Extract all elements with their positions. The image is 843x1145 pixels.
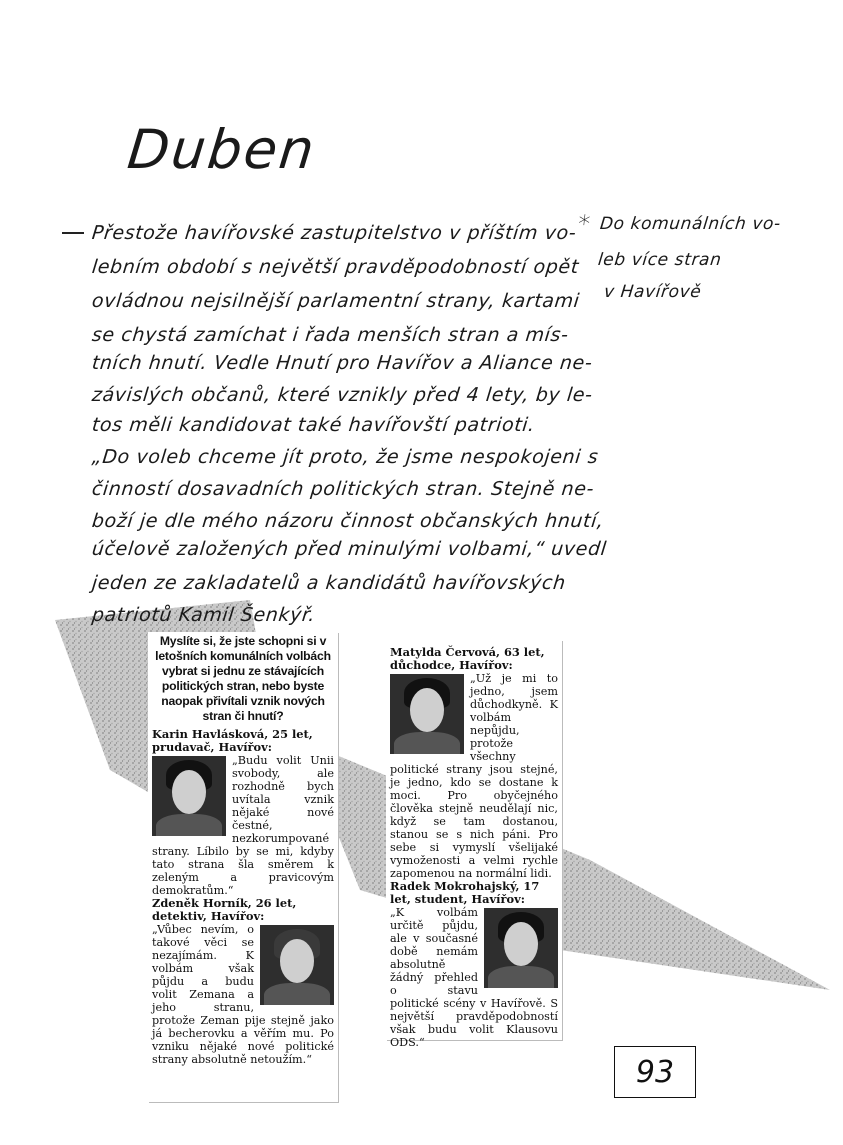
newspaper-clipping-right (386, 640, 562, 1049)
month-heading: Duben (124, 118, 319, 181)
survey-question: Myslíte si, že jste schopni si v letošních komunálních volbách vybrat si jednu ze stávajících politických stran, nebo byste naopak přivítali vznik nových stran či hnutí? (155, 634, 331, 723)
handwritten-line: účelově založených před minulými volbami,“ uvedl (90, 538, 608, 560)
respondent-name: Karin Havlásková, 25 let, prudavač, Havířov: (152, 727, 313, 754)
handwritten-line: lebním období s největší pravděpodobností opět (90, 256, 581, 278)
respondent-photo (260, 925, 334, 1005)
handwritten-line: Přestože havířovské zastupitelstvo v příštím vo- (90, 222, 578, 244)
handwritten-line: závislých občanů, které vznikly před 4 lety, by le- (90, 384, 594, 406)
respondent-answer: „Vůbec nevím, o takové věci se nezajímám. K volbám však půjdu a budu volit Zemana a jeho stranu, protože Zeman pije stejně jako já becherovku a věřím mu. Po vzniku nějaké nové politické strany absolutně netoužím.“ (152, 923, 334, 1066)
asterisk-icon: * (576, 210, 593, 238)
side-note-line: leb více stran (596, 250, 723, 270)
bullet-dash (62, 232, 84, 234)
handwritten-line: ovládnou nejsilnější parlamentní strany, kartami (90, 290, 581, 312)
handwritten-line: jeden ze zakladatelů a kandidátů havířovských (90, 572, 567, 594)
respondent-name: Zdeněk Horník, 26 let, detektiv, Havířov: (152, 896, 297, 923)
gray-triangle-lower (300, 740, 830, 990)
page-number: 93 (614, 1046, 696, 1098)
respondent-answer: „Budu volit Unii svobody, ale rozhodně bych uvítala vznik nějaké nové čestné, nezkorumpované strany. Líbilo by se mi, kdyby tato strana šla směrem k zeleným a pravicovým demokratům.“ (152, 754, 334, 897)
handwritten-line: se chystá zamíchat i řada menších stran a mís- (90, 324, 570, 346)
handwritten-line: činností dosavadních politických stran. Stejně ne- (90, 478, 596, 500)
side-note-line: v Havířově (602, 282, 703, 302)
respondent-name: Radek Mokrohajský, 17 let, student, Havířov: (390, 879, 540, 906)
handwritten-line: patriotů Kamil Šenkýř. (90, 604, 317, 626)
handwritten-line: boží je dle mého názoru činnost občanských hnutí, (90, 510, 605, 532)
respondent-photo (152, 756, 226, 836)
respondent-answer: „Už je mi to jedno, jsem důchodkyně. K volbám nepůjdu, protože všechny politické strany jsou stejné, je jedno, kdo se dostane k moci. Pro obyčejného člověka stejně neudělají nic, když se tam dostanou, stanou se s nich páni. Pro sebe si vymyslí všelijaké vymoženosti a velmi rychle zapomenou na normální lidi. (390, 672, 558, 880)
respondent-name: Matylda Červová, 63 let, důchodce, Havířov: (390, 645, 545, 672)
newspaper-clipping-left (148, 632, 338, 1102)
handwritten-line: „Do voleb chceme jít proto, že jsme nespokojeni s (90, 446, 600, 468)
handwritten-line: tních hnutí. Vedle Hnutí pro Havířov a Aliance ne- (90, 352, 594, 374)
handwritten-line: tos měli kandidovat také havířovští patrioti. (90, 414, 537, 436)
respondent-photo (390, 674, 464, 754)
side-note-line: Do komunálních vo- (598, 214, 782, 234)
respondent-answer: „K volbám určitě půjdu, ale v současné době nemám absolutně žádný přehled o stavu politické scény v Havířově. S největší pravděpodobností však budu volit Klausovu ODS.“ (390, 906, 558, 1049)
respondent-photo (484, 908, 558, 988)
